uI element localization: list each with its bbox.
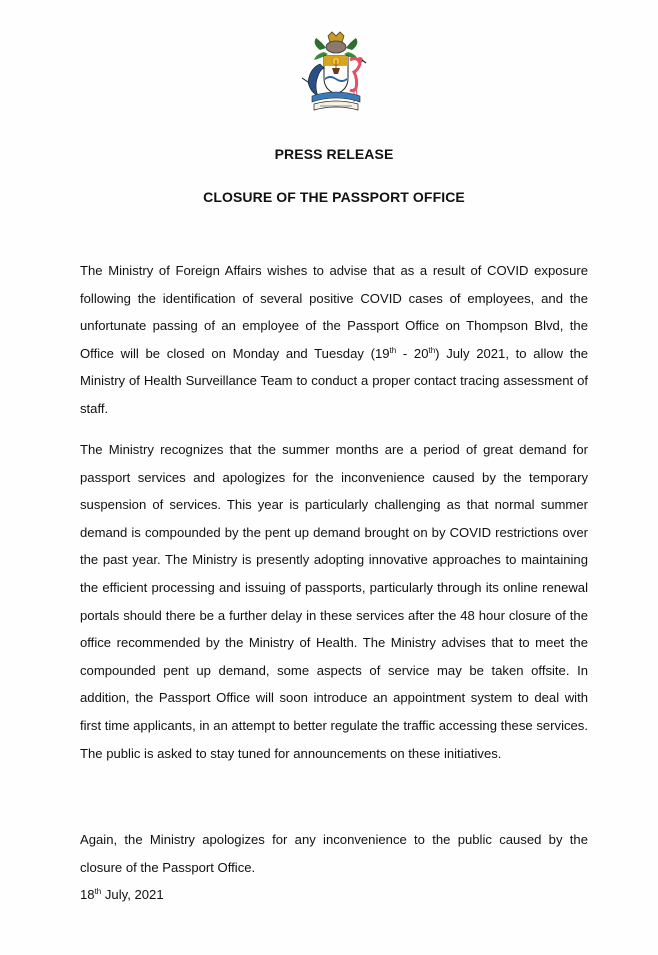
- date-day: 18: [80, 887, 95, 902]
- paragraph-announcement: [80, 257, 588, 423]
- paragraph-details: The Ministry recognizes that the summer months are a period of great demand for passport services and apologizes for the inconvenience caused by the temporary suspension of services. This year is particularly challenging as that normal summer demand is compounded by the pent up demand brought on by COVID restrictions over the past year. The Ministry is presently adopting innovative approaches to maintaining the efficient processing and issuing of passports, particularly through its online renewal portals should there be a further delay in these services after the 48 hour closure of the office recommended by the Ministry of Health. The Ministry advises that to meet the compounded pent up demand, some aspects of service may be taken offsite. In addition, the Passport Office will soon introduce an appointment system to deal with first time applicants, in an attempt to better regulate the traffic accessing these services. The public is asked to stay tuned for announcements on these initiatives.: [80, 442, 588, 761]
- release-date: [80, 885, 164, 905]
- bahamas-coat-of-arms-icon: [298, 30, 374, 114]
- paragraph-text: - 20: [396, 345, 429, 361]
- paragraph-text: The Ministry of Foreign Affairs wishes to advise that as a result of COVID exposure following the identification of several positive COVID cases of employees, and the unfortunate passing of an employee of the Passport Office on Thompson Blvd, the Office will be closed on Monday and Tuesday (19: [80, 263, 588, 361]
- date-rest: July, 2021: [101, 887, 164, 902]
- paragraph-apology: Again, the Ministry apologizes for any inconvenience to the public caused by the closure of the Passport Office.: [80, 832, 588, 875]
- superscript: th: [389, 345, 397, 355]
- superscript: th: [428, 345, 436, 355]
- page-subtitle: CLOSURE OF THE PASSPORT OFFICE: [203, 189, 465, 205]
- date-superscript: th: [94, 887, 102, 896]
- page-title: PRESS RELEASE: [274, 146, 394, 162]
- paragraph-text: ) July 2021, to allow the Ministry of Health Surveillance Team to conduct a proper contact tracing assessment of staff.: [80, 345, 589, 416]
